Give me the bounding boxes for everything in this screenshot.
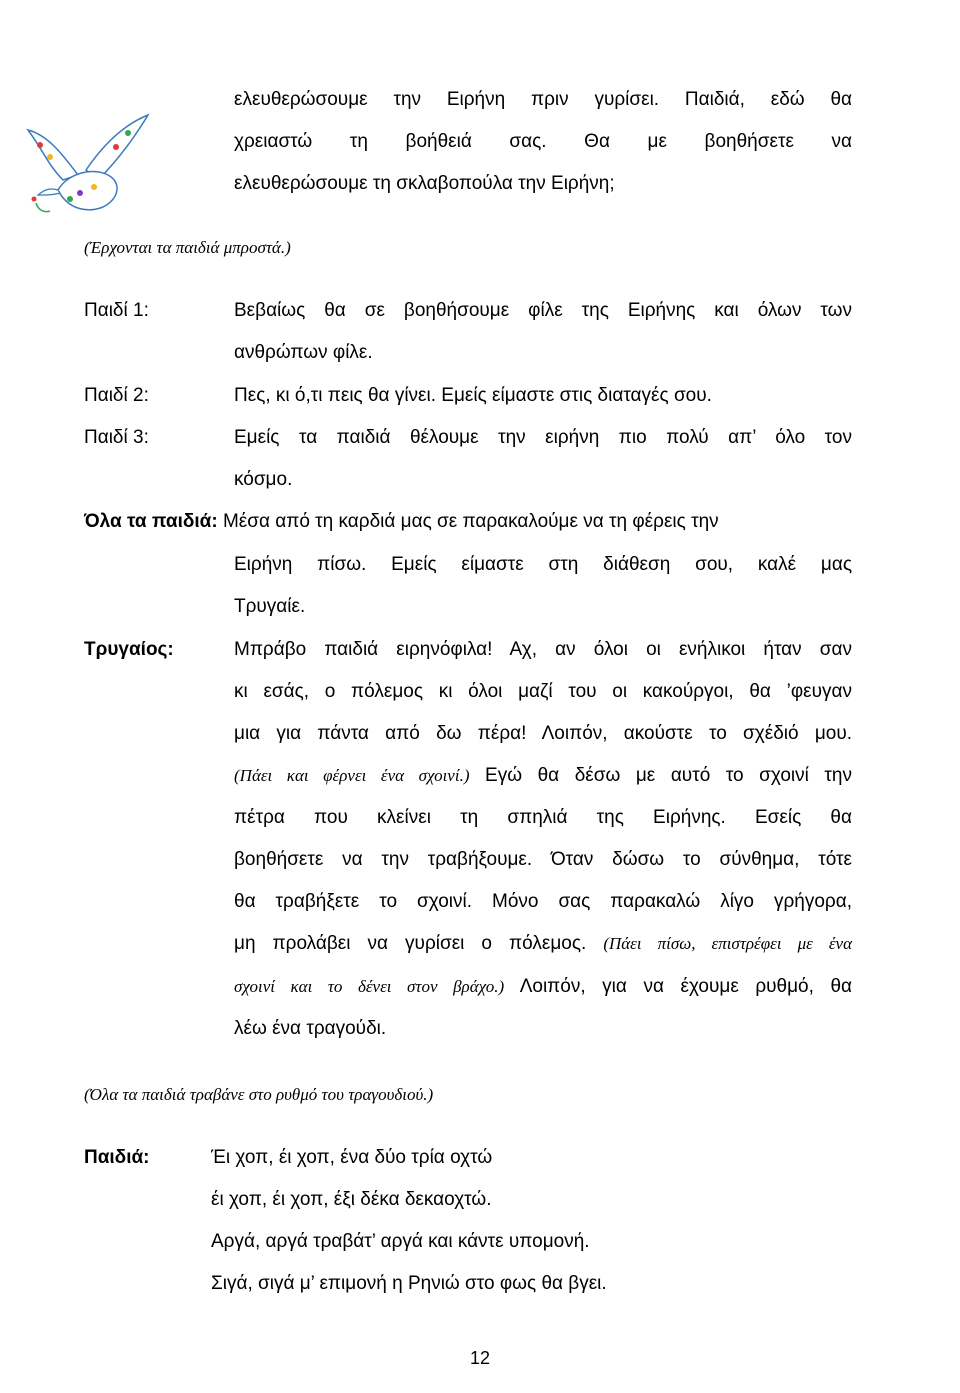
speaker-trygaios: Τρυγαίος: — [84, 639, 174, 660]
trygaios-line-5: πέτρα που κλείνει τη σπηλιά της Ειρήνης. Εσείς θα — [234, 807, 852, 828]
all-children-line-2: Ειρήνη πίσω. Εμείς είμαστε στη διάθεση σου, καλέ μας — [234, 554, 852, 575]
trygaios-text-4: Εγώ θα δέσω με αυτό το σχοινί την — [469, 765, 852, 786]
trygaios-line-6: βοηθήσετε να την τραβήξουμε. Όταν δώσω το σύνθημα, τότε — [234, 849, 852, 870]
trygaios-line-3: μια για πάντα από δω πέρα! Λοιπόν, ακούστε το σχέδιό μου. — [234, 723, 852, 744]
trygaios-line-8 — [234, 932, 852, 956]
speaker-child-1: Παιδί 1: — [84, 300, 149, 321]
speaker-child-3: Παιδί 3: — [84, 427, 149, 448]
stage-direction-rope: (Πάει και φέρνει ένα σχοινί.) — [234, 766, 470, 785]
stage-direction-back: (Πάει πίσω, επιστρέφει με ένα — [603, 934, 853, 953]
child-3-line-2: κόσμο. — [234, 469, 293, 490]
child-1-line-2: ανθρώπων φίλε. — [234, 342, 373, 363]
intro-line-2: χρειαστώ τη βοήθειά σας. Θα με βοηθήσετε να — [234, 131, 852, 152]
intro-line-1: ελευθερώσουμε την Ειρήνη πριν γυρίσει. Παιδιά, εδώ θα — [234, 89, 852, 110]
trygaios-line-7: θα τραβήξετε το σχοινί. Μόνο σας παρακαλώ λίγο γρήγορα, — [234, 891, 852, 912]
trygaios-text-8: μη προλάβει να γυρίσει ο πόλεμος. — [234, 933, 604, 954]
trygaios-line-1: Μπράβο παιδιά ειρηνόφιλα! Αχ, αν όλοι οι ενήλικοι ήταν σαν — [234, 639, 852, 660]
peace-dove-logo — [8, 95, 158, 225]
trygaios-line-10: λέω ένα τραγούδι. — [234, 1018, 387, 1039]
intro-line-3: ελευθερώσουμε τη σκλαβοπούλα την Ειρήνη; — [234, 173, 615, 194]
song-line-2: έι χοπ, έι χοπ, έξι δέκα δεκαοχτώ. — [211, 1189, 492, 1210]
trygaios-line-9 — [234, 975, 852, 999]
song-line-1: Έι χοπ, έι χοπ, ένα δύο τρία οχτώ — [211, 1147, 493, 1168]
stage-direction-1: (Έρχονται τα παιδιά μπροστά.) — [84, 238, 291, 257]
speaker-child-2: Παιδί 2: — [84, 385, 149, 406]
trygaios-line-2: κι εσάς, ο πόλεμος κι όλοι μαζί του οι κακούργοι, θα ’φευγαν — [234, 681, 852, 702]
song-line-4: Σιγά, σιγά μ’ επιμονή η Ρηνιώ στο φως θα βγει. — [211, 1273, 607, 1294]
page-number: 12 — [469, 1348, 491, 1368]
trygaios-line-4 — [234, 764, 852, 788]
speaker-children: Παιδιά: — [84, 1147, 150, 1168]
stage-direction-2: (Όλα τα παιδιά τραβάνε στο ρυθμό του τραγουδιού.) — [84, 1085, 434, 1104]
speaker-all-children: Όλα τα παιδιά: — [84, 511, 218, 532]
stage-direction-ties: σχοινί και το δένει στον βράχο.) — [234, 977, 505, 996]
song-line-3: Αργά, αργά τραβάτ’ αργά και κάντε υπομονή. — [211, 1231, 590, 1252]
trygaios-text-9: Λοιπόν, για να έχουμε ρυθμό, θα — [504, 976, 852, 997]
all-children-text-1: Μέσα από τη καρδιά μας σε παρακαλούμε να τη φέρεις την — [222, 511, 719, 532]
all-children-line-3: Τρυγαίε. — [234, 596, 306, 617]
child-1-line-1: Βεβαίως θα σε βοηθήσουμε φίλε της Ειρήνης και όλων των — [234, 300, 852, 321]
child-3-line-1: Εμείς τα παιδιά θέλουμε την ειρήνη πιο πολύ απ’ όλο τον — [234, 427, 852, 448]
child-2-line: Πες, κι ό,τι πεις θα γίνει. Εμείς είμαστε στις διαταγές σου. — [234, 385, 712, 406]
all-children-line-1 — [84, 510, 719, 534]
